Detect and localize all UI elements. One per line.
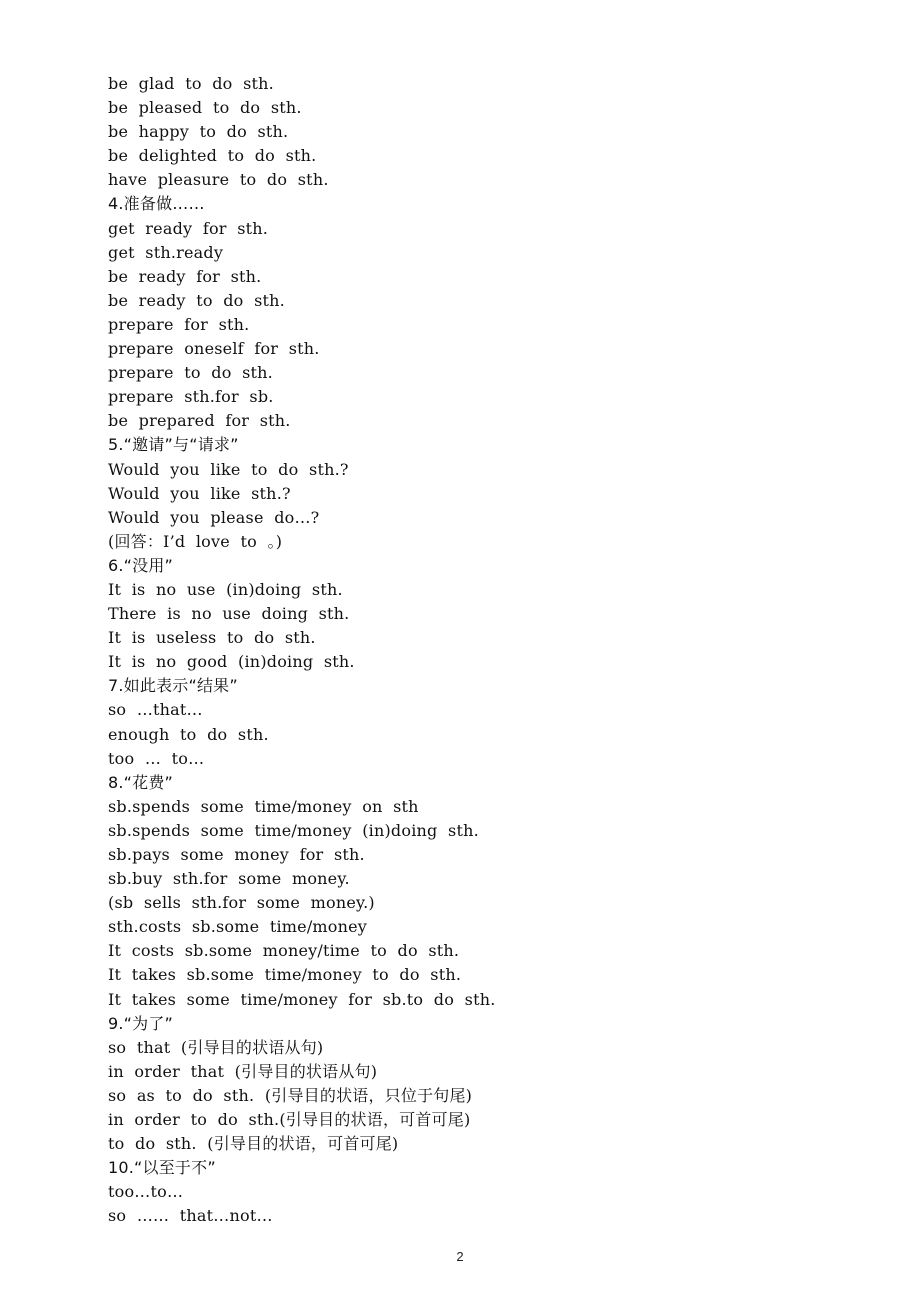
section-heading: 6.“没用” — [108, 555, 174, 575]
phrase-line: It takes some time/money for sb.to do sth. — [108, 989, 496, 1009]
phrase-line: sb.spends some time/money on sth — [108, 796, 419, 816]
phrase-line: sb.spends some time/money (in)doing sth. — [108, 820, 479, 840]
phrase-line: sth.costs sb.some time/money — [108, 917, 368, 937]
phrase-line: prepare oneself for sth. — [108, 339, 320, 359]
section-heading: 10.“以至于不” — [108, 1158, 216, 1178]
phrase-line: in order that (引导目的状语从句) — [108, 1061, 378, 1081]
phrase-line: have pleasure to do sth. — [108, 170, 329, 190]
phrase-line: It is no use (in)doing sth. — [108, 579, 343, 599]
phrase-line: be glad to do sth. — [108, 74, 274, 93]
phrase-line: prepare for sth. — [108, 314, 250, 334]
phrase-line: sb.pays some money for sth. — [108, 845, 365, 864]
section-heading: 7.如此表示“结果” — [108, 676, 238, 696]
phrase-line: so …… that…not… — [108, 1206, 273, 1226]
phrase-line: prepare sth.for sb. — [108, 387, 274, 407]
phrase-line: sb.buy sth.for some money. — [108, 869, 350, 889]
phrase-list — [108, 72, 888, 1229]
phrase-line: too…to… — [108, 1182, 184, 1202]
phrase-line: Would you like to do sth.? — [108, 459, 349, 479]
phrase-line: (sb sells sth.for some money.) — [108, 893, 375, 913]
phrase-line: in order to do sth.(引导目的状语，可首可尾) — [108, 1110, 471, 1130]
phrase-line: get sth.ready — [108, 242, 224, 262]
phrase-line: be happy to do sth. — [108, 122, 289, 142]
phrase-line: be pleased to do sth. — [108, 98, 302, 118]
phrase-line: so …that… — [108, 700, 203, 720]
phrase-line: be ready to do sth. — [108, 290, 285, 310]
phrase-line: get ready for sth. — [108, 218, 269, 238]
phrase-line: Would you please do…? — [108, 507, 320, 527]
phrase-line: to do sth. (引导目的状语，可首可尾) — [108, 1134, 399, 1154]
phrase-line: There is no use doing sth. — [108, 604, 350, 624]
section-heading: 8.“花费” — [108, 772, 174, 792]
phrase-line: It is useless to do sth. — [108, 628, 316, 648]
phrase-line: enough to do sth. — [108, 724, 269, 744]
section-heading: 4.准备做…… — [108, 194, 205, 214]
phrase-line: so as to do sth. (引导目的状语，只位于句尾) — [108, 1085, 473, 1105]
phrase-line: prepare to do sth. — [108, 363, 273, 383]
phrase-line: be delighted to do sth. — [108, 146, 317, 166]
phrase-line: so that (引导目的状语从句) — [108, 1037, 324, 1057]
section-heading: 5.“邀请”与“请求” — [108, 435, 239, 455]
phrase-line: Would you like sth.? — [108, 483, 291, 503]
page-number: 2 — [456, 1249, 464, 1264]
phrase-line: It is no good (in)doing sth. — [108, 652, 355, 672]
phrase-line: (回答：I’d love to 。) — [108, 531, 283, 551]
phrase-line: It costs sb.some money/time to do sth. — [108, 941, 460, 961]
phrase-line: too … to… — [108, 748, 205, 768]
phrase-line: It takes sb.some time/money to do sth. — [108, 965, 462, 985]
phrase-line: be ready for sth. — [108, 266, 262, 286]
phrase-line: be prepared for sth. — [108, 411, 291, 431]
section-heading: 9.“为了” — [108, 1013, 174, 1033]
